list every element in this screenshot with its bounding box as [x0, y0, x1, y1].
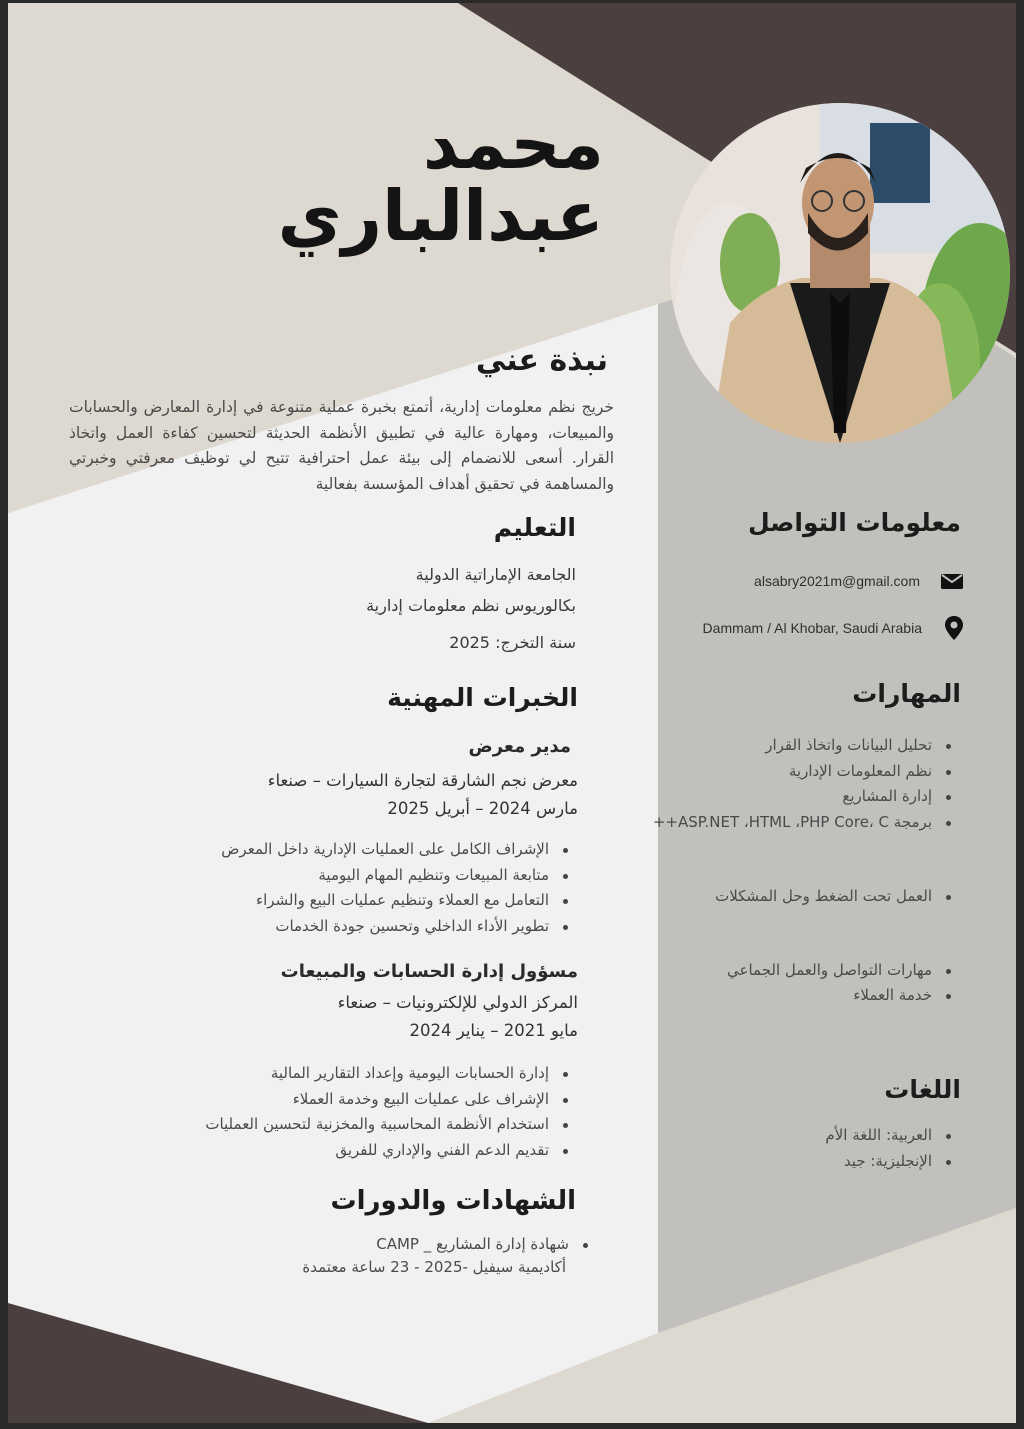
profile-photo: [670, 103, 1010, 443]
about-title: نبذة عني: [475, 343, 608, 378]
list-item: تقديم الدعم الفني والإداري للفريق: [91, 1138, 571, 1164]
job-1-duties: [91, 837, 571, 939]
education-title: التعليم: [493, 513, 576, 542]
list-item: العمل تحت الضغط وحل المشكلات: [654, 884, 954, 958]
list-item: مهارات التواصل والعمل الجماعي: [654, 958, 954, 984]
certificates-title: الشهادات والدورات: [330, 1186, 576, 1216]
job-1-period: مارس 2024 – أبريل 2025: [387, 799, 578, 818]
list-item: شهادة إدارة المشاريع _ CAMP: [171, 1232, 591, 1258]
list-item: إدارة المشاريع: [654, 784, 954, 810]
skills-title: المهارات: [852, 679, 961, 708]
languages-list: [654, 1123, 954, 1174]
certificate-detail: أكاديمية سيفيل -2025 - 23 ساعة معتمدة: [302, 1258, 566, 1276]
last-name: عبدالباري: [277, 175, 604, 257]
list-item: برمجة ASP.NET ،HTML ،PHP Core، C++: [654, 810, 954, 884]
list-item: نظم المعلومات الإدارية: [654, 759, 954, 785]
list-item: التعامل مع العملاء وتنظيم عمليات البيع والشراء: [91, 888, 571, 914]
job-1-company: معرض نجم الشارقة لتجارة السيارات – صنعاء: [267, 771, 578, 790]
list-item: متابعة المبيعات وتنظيم المهام اليومية: [91, 863, 571, 889]
job-2-duties: [91, 1061, 571, 1163]
list-item: الإنجليزية: جيد: [654, 1149, 954, 1175]
experience-title: الخبرات المهنية: [387, 683, 578, 712]
contact-email: alsabry2021m@gmail.com: [754, 573, 920, 589]
email-icon: [938, 567, 966, 595]
list-item: الإشراف الكامل على العمليات الإدارية داخل المعرض: [91, 837, 571, 863]
list-item: خدمة العملاء: [654, 983, 954, 1009]
first-name: محمد: [422, 103, 604, 185]
languages-title: اللغات: [884, 1075, 961, 1104]
job-2-period: مايو 2021 – يناير 2024: [409, 1021, 578, 1040]
contact-email-row: [656, 567, 966, 595]
education-degree: بكالوريوس نظم معلومات إدارية: [366, 596, 576, 615]
location-pin-icon: [940, 614, 968, 642]
skills-list: [654, 733, 954, 1009]
job-2-company: المركز الدولي للإلكترونيات – صنعاء: [337, 993, 578, 1012]
contact-location: Dammam / Al Khobar, Saudi Arabia: [702, 620, 922, 636]
certificates-list: [171, 1232, 591, 1258]
list-item: تطوير الأداء الداخلي وتحسين جودة الخدمات: [91, 914, 571, 940]
list-item: استخدام الأنظمة المحاسبية والمخزنية لتحسين العمليات: [91, 1112, 571, 1138]
list-item: العربية: اللغة الأم: [654, 1123, 954, 1149]
job-2-role: مسؤول إدارة الحسابات والمبيعات: [280, 961, 578, 982]
about-text: خريج نظم معلومات إدارية، أتمتع بخبرة عملية متنوعة في إدارة المعارض والحسابات والمبيعات، ومهارة عالية في تطبيق الأنظمة الحديثة لتحسين كفاءة العمل واتخاذ القرار. أسعى للانضمام إلى بيئة عمل احترافية تتيح لي توظيف معرفتي وخبرتي والمساهمة في تحقيق أهداف المؤسسة بفعالية: [69, 398, 614, 493]
contact-title: معلومات التواصل: [747, 508, 961, 537]
resume-page: [8, 3, 1016, 1423]
education-graduation: سنة التخرج: 2025: [449, 633, 576, 652]
job-1-role: مدير معرض: [468, 736, 571, 757]
full-name: [184, 103, 604, 257]
contact-location-row: [638, 614, 968, 642]
list-item: إدارة الحسابات اليومية وإعداد التقارير المالية: [91, 1061, 571, 1087]
list-item: الإشراف على عمليات البيع وخدمة العملاء: [91, 1087, 571, 1113]
list-item: تحليل البيانات واتخاذ القرار: [654, 733, 954, 759]
education-university: الجامعة الإماراتية الدولية: [415, 565, 576, 584]
